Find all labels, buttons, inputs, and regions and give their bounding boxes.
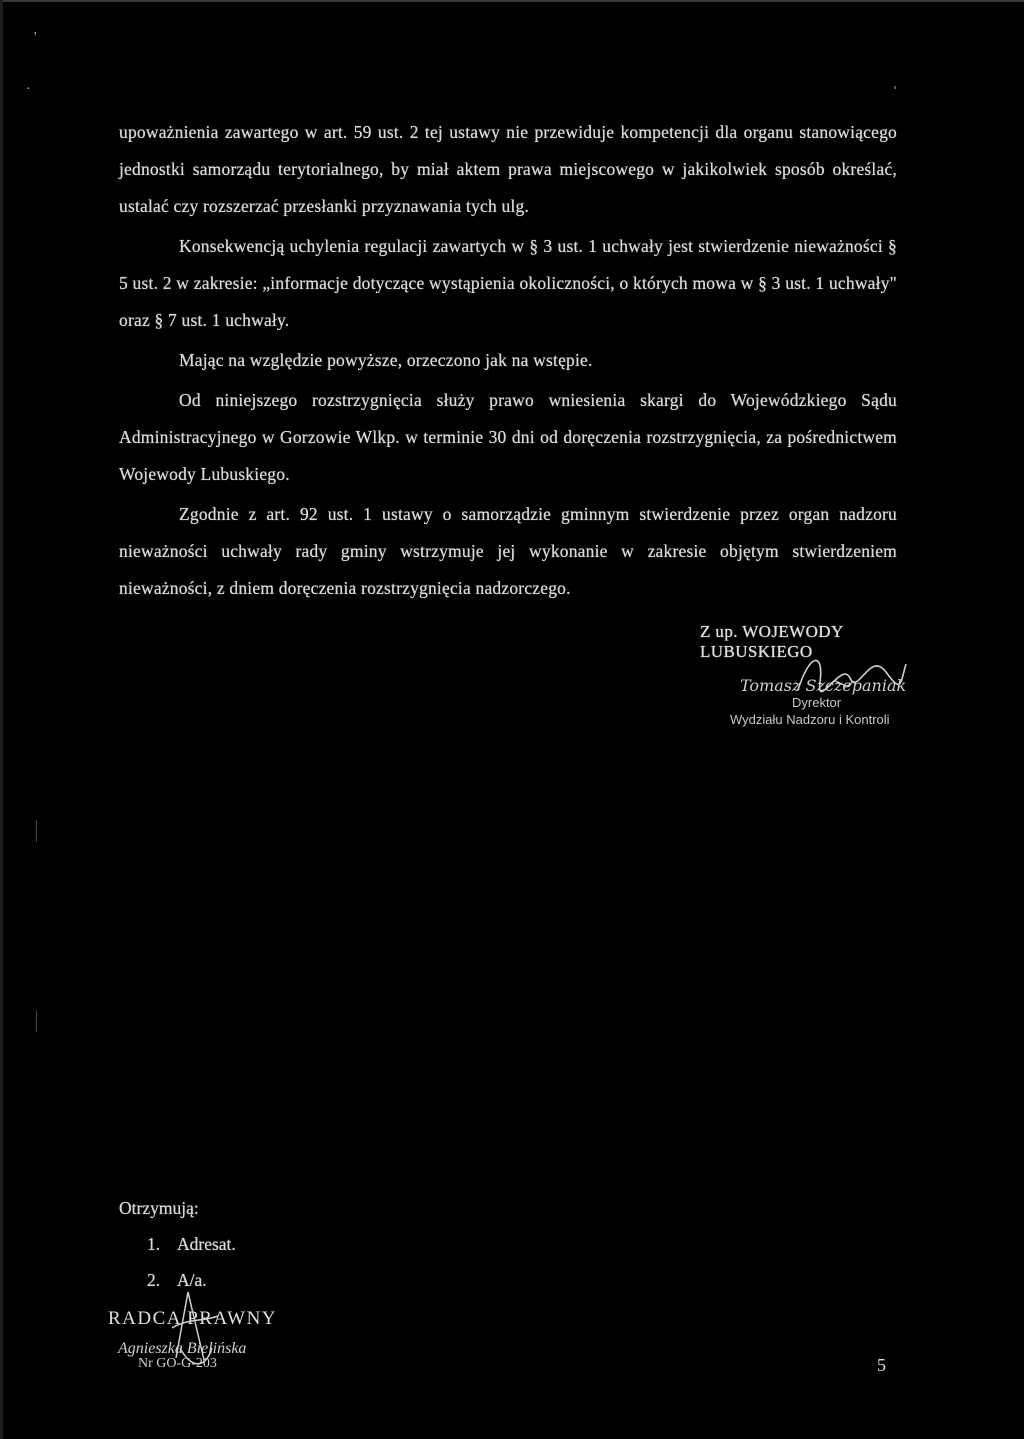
handwritten-signature-icon <box>158 1288 228 1378</box>
handwritten-signature-icon <box>790 642 910 702</box>
list-item-number: 2. <box>147 1270 161 1290</box>
paragraph-appeal: Od niniejszego rozstrzygnięcia służy prawo wniesienia skargi do Wojewódzkiego Sądu Administracyjnego w Gorzowie Wlkp. w terminie 30 dni od doręczenia rozstrzygnięcia, za pośrednictwem Wojewody Lubuskiego. <box>119 390 897 484</box>
page-left-edge <box>0 0 3 1439</box>
recipients-block <box>119 1190 236 1298</box>
margin-mark <box>36 820 37 842</box>
scan-speck: · <box>26 82 31 97</box>
signature-block <box>700 622 940 727</box>
paragraph-consequence: Konsekwencją uchylenia regulacji zawartych w § 3 ust. 1 uchwały jest stwierdzenie nieważności § 5 ust. 2 w zakresie: „informacje dotyczące wystąpienia okoliczności, o których mowa w § 3 ust. 1 uchwały" oraz § 7 ust. 1 uchwały. <box>119 236 897 330</box>
paragraph-continuation: upoważnienia zawartego w art. 59 ust. 2 tej ustawy nie przewiduje kompetencji dla organu stanowiącego jednostki samorządu terytorialnego, by miał aktem prawa miejscowego w jakikolwiek sposób określać, ustalać czy rozszerzać przesłanki przyznawania tych ulg. <box>119 122 897 216</box>
stamp-name: Agnieszka Bielińska <box>118 1340 247 1357</box>
stamp-number: Nr GO-G-203 <box>138 1356 217 1371</box>
stamp-title: RADCA PRAWNY <box>108 1308 278 1329</box>
scan-speck <box>894 86 896 89</box>
page-number: 5 <box>877 1355 886 1375</box>
list-item <box>147 1226 236 1262</box>
legal-counsel-stamp <box>108 1308 308 1372</box>
list-item-number: 1. <box>147 1234 161 1254</box>
list-item-label: Adresat. <box>177 1234 236 1254</box>
paragraph-effect: Zgodnie z art. 92 ust. 1 ustawy o samorządzie gminnym stwierdzenie przez organ nadzoru nieważności uchwały rady gminy wstrzymuje jej wykonanie w zakresie objętym stwierdzeniem nieważności, z dniem doręczenia rozstrzygnięcia nadzorczego. <box>119 504 897 598</box>
list-item-label: A/a. <box>177 1270 207 1290</box>
margin-mark <box>36 1010 37 1032</box>
signature-role: Dyrektor <box>792 695 842 710</box>
paragraph-ruling: Mając na względzie powyższe, orzeczono jak na wstępie. <box>179 350 593 370</box>
signature-title: Z up. WOJEWODY LUBUSKIEGO <box>700 622 843 661</box>
scan-speck: ' <box>34 30 37 45</box>
signature-department: Wydziału Nadzoru i Kontroli <box>730 712 890 727</box>
document-body <box>119 114 897 610</box>
page-top-edge <box>0 0 1024 2</box>
recipients-heading: Otrzymują: <box>119 1198 199 1218</box>
signature-name: Tomasz Szczepaniak <box>740 676 907 695</box>
